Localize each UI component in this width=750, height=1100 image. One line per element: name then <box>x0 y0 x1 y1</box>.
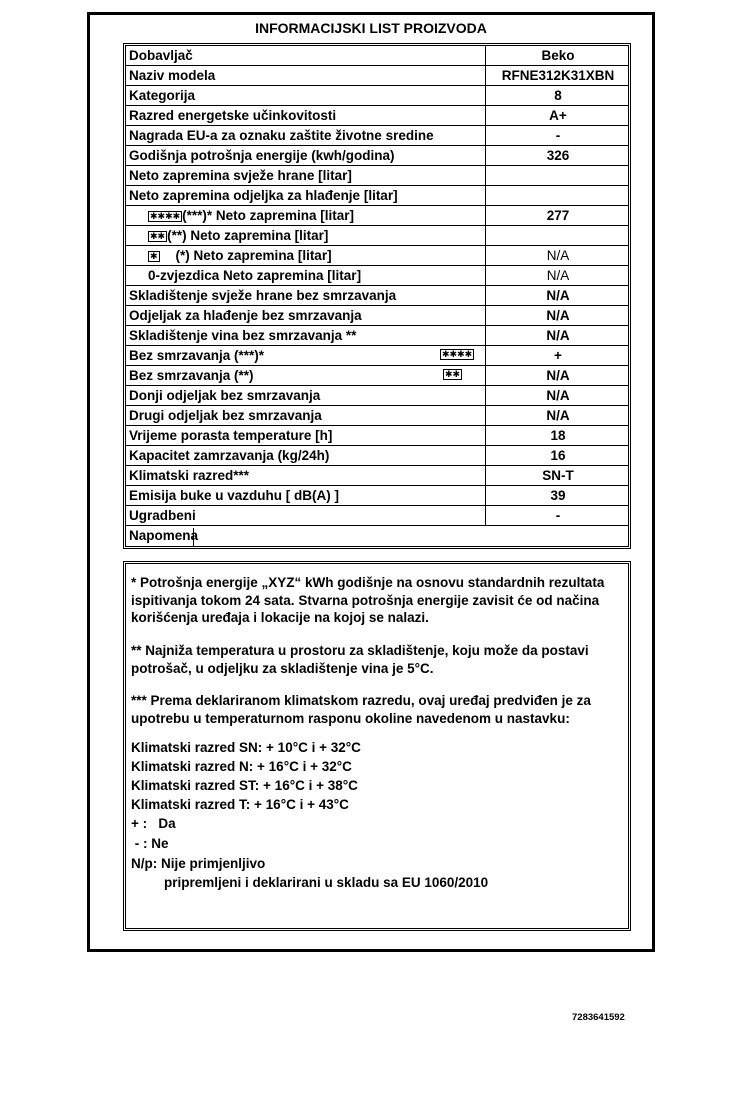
climate-class-t: Klimatski razred T: + 16°C i + 43°C <box>131 797 349 812</box>
note-wine-temperature: ** Najniža temperatura u prostoru za skladištenje, koju može da postavi potrošač, u odjeljku za skladištenje vina je 5°C. <box>131 643 589 676</box>
table-row <box>126 446 628 466</box>
row-value: - <box>555 508 561 523</box>
row-label: Nagrada EU-a za oznaku zaštite životne sredine <box>129 128 434 143</box>
row-value: N/A <box>546 248 570 263</box>
row-label: Neto zapremina odjeljka za hlađenje [litar] <box>129 188 398 203</box>
spec-table <box>123 43 631 549</box>
table-row <box>126 166 628 186</box>
row-value: RFNE312K31XBN <box>501 68 615 83</box>
row-label: Klimatski razred*** <box>129 468 250 483</box>
four-star-freezer-icon: ✱✱✱✱ <box>442 349 473 359</box>
row-label: ✱ (*) Neto zapremina [litar] <box>150 248 332 263</box>
one-star-freezer-icon: ✱ <box>150 251 158 261</box>
row-label: Naziv modela <box>129 68 216 83</box>
note-climate-class: *** Prema deklariranom klimatskom razredu, ovaj uređaj predviđen je za upotrebu u temperaturnom rasponu okoline navedenom u nastavku: <box>131 693 591 726</box>
row-value: 277 <box>546 208 570 223</box>
row-label: ✱✱✱✱ (***)* Neto zapremina [litar] <box>150 208 354 223</box>
table-row <box>126 466 628 486</box>
row-label: ✱✱ (**) Neto zapremina [litar] <box>150 228 329 243</box>
table-row <box>126 286 628 306</box>
climate-class-n: Klimatski razred N: + 16°C i + 32°C <box>131 759 352 774</box>
row-label: Bez smrzavanja (***)* <box>129 348 265 363</box>
row-value: 8 <box>554 88 562 103</box>
row-value: N/A <box>546 368 570 383</box>
row-label: Skladištenje vina bez smrzavanja ** <box>129 328 357 343</box>
table-row <box>126 106 628 126</box>
table-row <box>126 246 628 266</box>
row-value: 18 <box>550 428 566 443</box>
table-row <box>126 426 628 446</box>
table-row <box>126 486 628 506</box>
row-value: Beko <box>541 48 575 63</box>
row-label: Ugradbeni <box>129 508 196 523</box>
row-value: 39 <box>550 488 566 503</box>
two-star-freezer-icon: ✱✱ <box>150 231 166 241</box>
row-label: Drugi odjeljak bez smrzavanja <box>129 408 322 423</box>
row-value: N/A <box>546 268 570 283</box>
row-value: N/A <box>546 288 570 303</box>
row-value: N/A <box>546 408 570 423</box>
table-row <box>126 206 628 226</box>
table-row <box>126 406 628 426</box>
table-row <box>126 306 628 326</box>
table-row <box>126 226 628 246</box>
table-row <box>126 346 628 366</box>
two-star-freezer-icon: ✱✱ <box>445 369 461 379</box>
document-code: 7283641592 <box>572 1012 625 1023</box>
row-label: Emisija buke u vazduhu [ dB(A) ] <box>129 488 340 503</box>
four-star-freezer-icon: ✱✱✱✱ <box>150 211 181 221</box>
row-label: Godišnja potrošnja energije (kwh/godina) <box>129 148 395 163</box>
page-title: INFORMACIJSKI LIST PROIZVODA <box>255 20 487 36</box>
info-sheet-frame <box>87 12 655 952</box>
climate-class-st: Klimatski razred ST: + 16°C i + 38°C <box>131 778 358 793</box>
row-label: Napomena <box>129 528 199 543</box>
row-value: - <box>555 128 561 143</box>
row-value: N/A <box>546 328 570 343</box>
row-value: 326 <box>546 148 570 163</box>
climate-class-sn: Klimatski razred SN: + 10°C i + 32°C <box>131 740 361 755</box>
row-label: 0-zvjezdica Neto zapremina [litar] <box>148 268 362 283</box>
row-value: SN-T <box>542 468 574 483</box>
note-energy: * Potrošnja energije „XYZ“ kWh godišnje na osnovu standardnih rezultata ispitivanja tokom 24 sata. Stvarna potrošnja energije zavisit će od načina korišćenja uređaja i lokacije na kojoj se nalazi. <box>131 575 605 625</box>
table-row <box>126 526 628 546</box>
row-value: + <box>554 348 562 363</box>
row-label: Vrijeme porasta temperature [h] <box>129 428 333 443</box>
table-row <box>126 86 628 106</box>
regulation-note: pripremljeni i deklarirani u skladu sa EU 1060/2010 <box>164 875 489 890</box>
table-row <box>126 326 628 346</box>
row-label: Donji odjeljak bez smrzavanja <box>129 388 321 403</box>
row-label: Odjeljak za hlađenje bez smrzavanja <box>129 308 362 323</box>
legend-yes: + : Da <box>131 816 176 831</box>
table-row <box>126 266 628 286</box>
text-cursor <box>193 528 194 547</box>
row-label: Dobavljač <box>129 48 193 63</box>
legend-not-applicable: N/p: Nije primjenljivo <box>131 856 266 871</box>
table-row <box>126 46 628 66</box>
table-row <box>126 386 628 406</box>
row-label: Kategorija <box>129 88 196 103</box>
table-row <box>126 506 628 526</box>
table-row <box>126 146 628 166</box>
row-value: N/A <box>546 308 570 323</box>
legend-no: - : Ne <box>131 836 169 851</box>
row-label: Razred energetske učinkovitosti <box>129 108 337 123</box>
table-row <box>126 66 628 86</box>
row-value: N/A <box>546 388 570 403</box>
row-label: Skladištenje svježe hrane bez smrzavanja <box>129 288 397 303</box>
row-label: Bez smrzavanja (**) <box>129 368 254 383</box>
row-value: 16 <box>550 448 566 463</box>
row-label: Neto zapremina svježe hrane [litar] <box>129 168 352 183</box>
row-label: Kapacitet zamrzavanja (kg/24h) <box>129 448 330 463</box>
table-row <box>126 126 628 146</box>
row-value: A+ <box>549 108 567 123</box>
table-row <box>126 186 628 206</box>
table-row <box>126 366 628 386</box>
notes-section <box>123 561 631 931</box>
